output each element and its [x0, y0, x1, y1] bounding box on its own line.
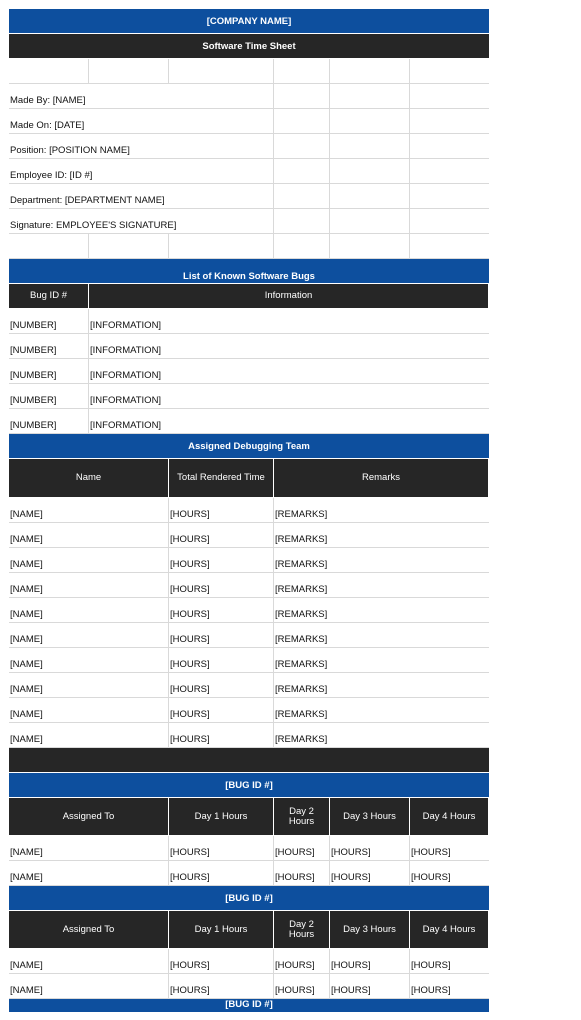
team-hours-cell[interactable]: [HOURS]: [169, 648, 274, 672]
assigned-name-cell[interactable]: [NAME]: [9, 861, 169, 885]
blank-cell[interactable]: [274, 109, 330, 133]
blank-cell[interactable]: [330, 84, 410, 108]
team-remarks-cell[interactable]: [REMARKS]: [275, 684, 328, 695]
table-row: [9, 334, 489, 359]
bugs-header-row: [9, 284, 489, 309]
blank-cell[interactable]: [9, 59, 89, 83]
assigned-name-cell[interactable]: [NAME]: [9, 949, 169, 973]
team-col-remarks: Remarks: [274, 459, 489, 497]
team-name-cell[interactable]: [NAME]: [9, 523, 169, 547]
blank-cell[interactable]: [410, 209, 489, 233]
bug-id-cell[interactable]: [NUMBER]: [9, 384, 89, 408]
col-day-2-hours: Day 2 Hours: [274, 911, 330, 948]
team-title: Assigned Debugging Team: [188, 440, 310, 452]
info-row-made-by: [9, 84, 489, 109]
day-hours-cell[interactable]: [HOURS]: [330, 861, 410, 885]
table-row: [9, 409, 489, 434]
col-day-3-hours: Day 3 Hours: [330, 911, 410, 948]
day-hours-cell[interactable]: [HOURS]: [411, 960, 451, 971]
sheet-title: Software Time Sheet: [202, 40, 296, 52]
bug-block-title-band: [9, 999, 489, 1013]
bugs-title-band: [9, 259, 489, 284]
table-row: [9, 573, 489, 598]
team-name-cell[interactable]: [NAME]: [9, 698, 169, 722]
bug-block-title: [BUG ID #]: [225, 892, 273, 904]
day-hours-cell[interactable]: [HOURS]: [169, 949, 274, 973]
company-name: [COMPANY NAME]: [206, 15, 292, 27]
blank-cell[interactable]: [330, 134, 410, 158]
team-title-band: [9, 434, 489, 459]
table-row: [9, 309, 489, 334]
bugs-col-bug-id: Bug ID #: [9, 284, 89, 308]
blank-cell[interactable]: [410, 234, 489, 258]
info-made-on[interactable]: Made On: [DATE]: [9, 109, 274, 133]
col-day-2-hours: Day 2 Hours: [274, 798, 330, 835]
info-signature[interactable]: Signature: EMPLOYEE'S SIGNATURE]: [9, 209, 274, 233]
blank-cell[interactable]: [330, 184, 410, 208]
team-hours-cell[interactable]: [HOURS]: [169, 598, 274, 622]
bug-info-cell[interactable]: [INFORMATION]: [90, 320, 162, 331]
info-row-department: [9, 184, 489, 209]
team-remarks-cell[interactable]: [REMARKS]: [275, 709, 328, 720]
team-header-row: [9, 459, 489, 498]
blank-cell[interactable]: [410, 109, 489, 133]
blank-cell[interactable]: [274, 159, 330, 183]
team-hours-cell[interactable]: [HOURS]: [169, 573, 274, 597]
blank-cell[interactable]: [274, 84, 330, 108]
bugs-col-information: Information: [89, 284, 489, 308]
bug-block-title-band: [9, 773, 489, 798]
table-row: [9, 623, 489, 648]
info-row-employee-id: [9, 159, 489, 184]
bug-id-cell[interactable]: [NUMBER]: [9, 309, 89, 333]
day-hours-cell[interactable]: [HOURS]: [274, 974, 330, 998]
blank-cell[interactable]: [330, 59, 410, 83]
table-row: [9, 359, 489, 384]
blank-cell[interactable]: [274, 59, 330, 83]
blank-cell[interactable]: [169, 234, 274, 258]
blank-cell[interactable]: [274, 234, 330, 258]
team-name-cell[interactable]: [NAME]: [9, 723, 169, 747]
blank-cell[interactable]: [169, 59, 274, 83]
team-name-cell[interactable]: [NAME]: [9, 648, 169, 672]
bug-block-title-band: [9, 886, 489, 911]
day-hours-cell[interactable]: [HOURS]: [274, 949, 330, 973]
day-hours-cell[interactable]: [HOURS]: [169, 861, 274, 885]
team-hours-cell[interactable]: [HOURS]: [169, 498, 274, 522]
table-row: [9, 384, 489, 409]
team-name-cell[interactable]: [NAME]: [9, 623, 169, 647]
blank-row: [9, 234, 489, 259]
bug-info-cell[interactable]: [INFORMATION]: [90, 370, 162, 381]
blank-cell[interactable]: [410, 84, 489, 108]
blank-cell[interactable]: [410, 59, 489, 83]
table-row: [9, 598, 489, 623]
blank-cell[interactable]: [274, 134, 330, 158]
blank-cell[interactable]: [410, 134, 489, 158]
day-hours-cell[interactable]: [HOURS]: [411, 847, 451, 858]
team-hours-cell[interactable]: [HOURS]: [169, 673, 274, 697]
team-remarks-cell[interactable]: [REMARKS]: [275, 609, 328, 620]
day-hours-cell[interactable]: [HOURS]: [169, 974, 274, 998]
day-hours-cell[interactable]: [HOURS]: [274, 836, 330, 860]
spacer-band: [9, 748, 489, 773]
team-col-total-time: Total Rendered Time: [169, 459, 274, 497]
blank-cell[interactable]: [9, 234, 89, 258]
team-name-cell[interactable]: [NAME]: [9, 498, 169, 522]
team-remarks-cell[interactable]: [REMARKS]: [275, 659, 328, 670]
time-sheet: [9, 9, 489, 1013]
info-row-position: [9, 134, 489, 159]
blank-row: [9, 59, 489, 84]
table-row: [9, 861, 489, 886]
team-hours-cell[interactable]: [HOURS]: [169, 623, 274, 647]
blank-cell[interactable]: [410, 159, 489, 183]
table-row: [9, 836, 489, 861]
team-name-cell[interactable]: [NAME]: [9, 573, 169, 597]
team-remarks-cell[interactable]: [REMARKS]: [275, 734, 328, 745]
bug-id-cell[interactable]: [NUMBER]: [9, 409, 89, 433]
team-hours-cell[interactable]: [HOURS]: [169, 698, 274, 722]
bug-block-header-row: [9, 798, 489, 836]
blank-cell[interactable]: [330, 159, 410, 183]
info-employee-id[interactable]: Employee ID: [ID #]: [9, 159, 274, 183]
bug-info-cell[interactable]: [INFORMATION]: [90, 395, 162, 406]
table-row: [9, 698, 489, 723]
bug-info-cell[interactable]: [INFORMATION]: [90, 345, 162, 356]
col-assigned-to: Assigned To: [9, 911, 169, 948]
bug-block-title: [BUG ID #]: [225, 779, 273, 791]
col-assigned-to: Assigned To: [9, 798, 169, 835]
bug-id-cell[interactable]: [NUMBER]: [9, 334, 89, 358]
table-row: [9, 498, 489, 523]
day-hours-cell[interactable]: [HOURS]: [274, 861, 330, 885]
table-row: [9, 673, 489, 698]
team-name-cell[interactable]: [NAME]: [9, 673, 169, 697]
day-hours-cell[interactable]: [HOURS]: [330, 836, 410, 860]
info-position[interactable]: Position: [POSITION NAME]: [9, 134, 274, 158]
sheet-title-band: [9, 34, 489, 59]
day-hours-cell[interactable]: [HOURS]: [169, 836, 274, 860]
team-remarks-cell[interactable]: [REMARKS]: [275, 634, 328, 645]
bug-block-header-row: [9, 911, 489, 949]
team-remarks-cell[interactable]: [REMARKS]: [275, 509, 328, 520]
blank-cell[interactable]: [89, 234, 169, 258]
day-hours-cell[interactable]: [HOURS]: [330, 974, 410, 998]
team-hours-cell[interactable]: [HOURS]: [169, 548, 274, 572]
col-day-3-hours: Day 3 Hours: [330, 798, 410, 835]
table-row: [9, 548, 489, 573]
table-row: [9, 949, 489, 974]
team-remarks-cell[interactable]: [REMARKS]: [275, 584, 328, 595]
bug-block-title: [BUG ID #]: [225, 999, 273, 1010]
blank-cell[interactable]: [274, 209, 330, 233]
table-row: [9, 648, 489, 673]
table-row: [9, 523, 489, 548]
team-name-cell[interactable]: [NAME]: [9, 548, 169, 572]
info-made-by[interactable]: Made By: [NAME]: [9, 84, 274, 108]
col-day-1-hours: Day 1 Hours: [169, 911, 274, 948]
blank-cell[interactable]: [330, 234, 410, 258]
team-remarks-cell[interactable]: [REMARKS]: [275, 534, 328, 545]
blank-cell[interactable]: [274, 184, 330, 208]
col-day-4-hours: Day 4 Hours: [410, 798, 489, 835]
table-row: [9, 723, 489, 748]
blank-cell[interactable]: [410, 184, 489, 208]
info-department[interactable]: Department: [DEPARTMENT NAME]: [9, 184, 274, 208]
assigned-name-cell[interactable]: [NAME]: [9, 836, 169, 860]
day-hours-cell[interactable]: [HOURS]: [411, 872, 451, 883]
team-remarks-cell[interactable]: [REMARKS]: [275, 559, 328, 570]
company-name-band: [9, 9, 489, 34]
info-row-signature: [9, 209, 489, 234]
table-row: [9, 974, 489, 999]
team-hours-cell[interactable]: [HOURS]: [169, 723, 274, 747]
team-hours-cell[interactable]: [HOURS]: [169, 523, 274, 547]
team-col-name: Name: [9, 459, 169, 497]
blank-cell[interactable]: [89, 59, 169, 83]
col-day-1-hours: Day 1 Hours: [169, 798, 274, 835]
bug-id-cell[interactable]: [NUMBER]: [9, 359, 89, 383]
col-day-4-hours: Day 4 Hours: [410, 911, 489, 948]
blank-cell[interactable]: [330, 109, 410, 133]
assigned-name-cell[interactable]: [NAME]: [9, 974, 169, 998]
day-hours-cell[interactable]: [HOURS]: [330, 949, 410, 973]
day-hours-cell[interactable]: [HOURS]: [411, 985, 451, 996]
info-row-made-on: [9, 109, 489, 134]
bugs-title: List of Known Software Bugs: [183, 271, 315, 282]
blank-cell[interactable]: [330, 209, 410, 233]
bug-info-cell[interactable]: [INFORMATION]: [90, 420, 162, 431]
team-name-cell[interactable]: [NAME]: [9, 598, 169, 622]
